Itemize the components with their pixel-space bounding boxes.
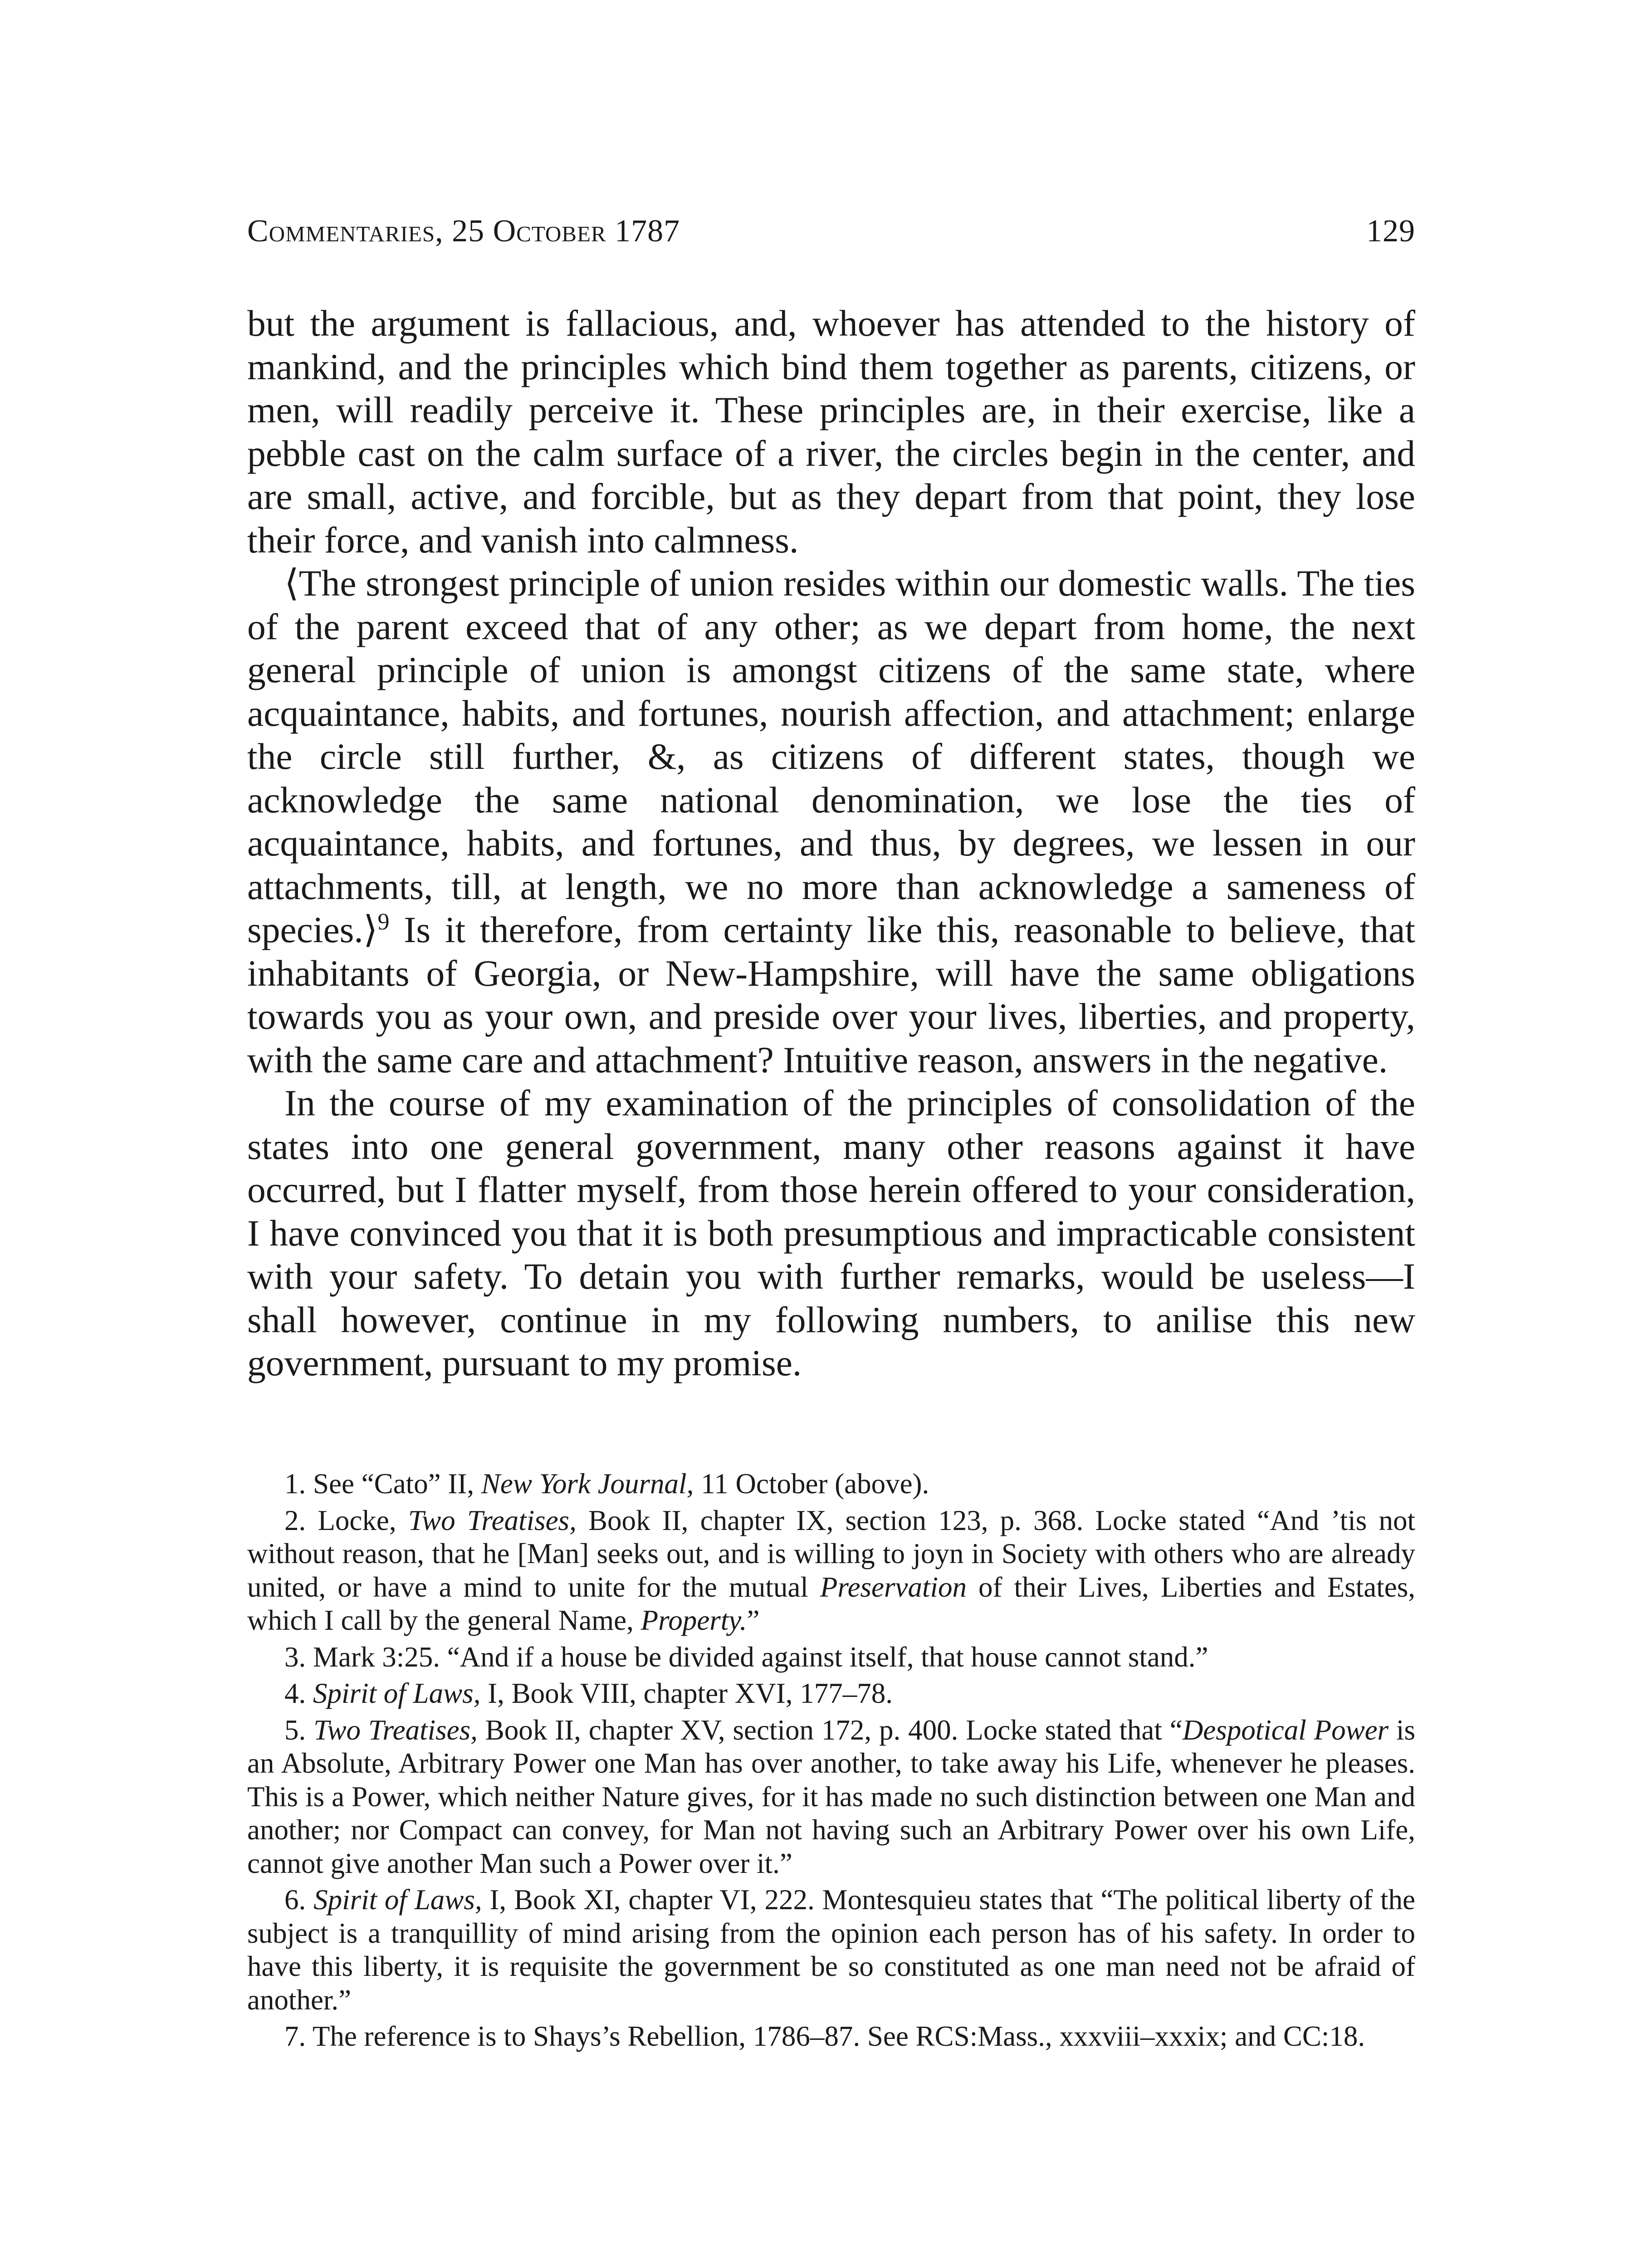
footnote-6 <box>247 1883 1415 2017</box>
footnote-italic: Spirit of Laws, <box>313 1884 482 1916</box>
footnotes <box>247 1467 1415 2057</box>
footnote-3 <box>247 1641 1415 1674</box>
footnote-5 <box>247 1714 1415 1881</box>
footnote-text: Book II, chapter XV, section 172, p. 400. Locke stated that “ <box>477 1714 1183 1746</box>
footnote-text: of their Lives, Liberties and Estates, which I call by the general Name, <box>247 1571 1415 1636</box>
footnote-reference-9: 9 <box>377 909 390 935</box>
footnote-text: 2. Locke, <box>284 1504 408 1536</box>
footnote-text: I, Book VIII, chapter XVI, 177–78. <box>480 1677 893 1709</box>
footnote-italic: Property. <box>640 1604 747 1636</box>
footnote-2 <box>247 1504 1415 1637</box>
paragraph-2-quoted: ⟨The strongest principle of union resides within our domestic walls. The ties of the parent exceed that of any other; as we depart from home, the next general principle of union is amongst citizens of the same state, where acquaintance, habits, and fortunes, nourish affection, and attachment; enlarge the circle still further, &, as citizens of different states, though we acknowledge the same national denomination, we lose the ties of acquaintance, habits, and fortunes, and thus, by degrees, we lessen in our attachments, till, at length, we no more than acknowledge a sameness of species.⟩ <box>247 562 1415 950</box>
paragraph-2-rest: Is it therefore, from certainty like this, reasonable to believe, that inhabitants of Georgia, or New-Hampshire, will have the same obligations towards you as your own, and preside over your lives, liberties, and property, with the same care and attachment? Intuitive reason, answers in the negative. <box>247 909 1415 1080</box>
footnote-italic: Despotical Power <box>1182 1714 1389 1746</box>
paragraph-1: but the argument is fallacious, and, whoever has attended to the history of mankind, and the principles which bind them together as parents, citizens, or men, will readily perceive it. These principles are, in their exercise, like a pebble cast on the calm surface of a river, the circles begin in the center, and are small, active, and forcible, but as they depart from that point, they lose their force, and vanish into calmness. <box>247 303 1415 561</box>
footnote-text: 1. See “Cato” II, <box>284 1468 481 1500</box>
footnote-7 <box>247 2020 1415 2053</box>
footnote-italic: Preservation <box>820 1571 967 1603</box>
footnote-text: ” <box>747 1604 760 1636</box>
footnote-4 <box>247 1677 1415 1711</box>
footnote-italic: New York Journal, <box>481 1468 694 1500</box>
footnote-text: I, Book XI, chapter VI, 222. Montesquieu states that “The political liberty of the subject is a tranquillity of mind arising from the opinion each person has of his safety. In order to have this liberty, it is requisite the government be so constituted as one man need not be afraid of another.” <box>247 1884 1415 2016</box>
footnote-text: 11 October (above). <box>694 1468 929 1500</box>
main-text <box>247 302 1415 1385</box>
footnote-text: Book II, chapter IX, section 123, p. 368. Locke stated “And ’tis not without reason, that he [Man] seeks out, and is willing to joyn in Society with others who are already united, or have a mind to unite for the mutual <box>247 1504 1415 1603</box>
footnote-text: 7. The reference is to Shays’s Rebellion, 1786–87. See RCS:Mass., xxxviii–xxxix; and CC:18. <box>284 2020 1365 2052</box>
page-number: 129 <box>1366 214 1415 249</box>
running-head <box>247 213 1415 268</box>
footnote-1 <box>247 1467 1415 1501</box>
footnote-italic: Two Treatises, <box>408 1504 577 1536</box>
footnote-text: 6. <box>284 1884 314 1916</box>
paragraph-2 <box>247 562 1415 1081</box>
footnote-italic: Spirit of Laws, <box>313 1677 481 1709</box>
footnote-text: is an Absolute, Arbitrary Power one Man has over another, to take away his Life, whenever he pleases. This is a Power, which neither Nature gives, for it has made no such distinction between one Man and another; nor Compact can convey, for Man not having such an Arbitrary Power over his own Life, cannot give another Man such a Power over it.” <box>247 1714 1415 1879</box>
footnote-italic: Two Treatises, <box>313 1714 478 1746</box>
footnote-text: 4. <box>284 1677 313 1709</box>
running-head-title: Commentaries, 25 October 1787 <box>247 214 680 249</box>
paragraph-3: In the course of my examination of the principles of consolidation of the states into one general government, many other reasons against it have occurred, but I flatter myself, from those herein offered to your consideration, I have convinced you that it is both presumptious and impracticable consistent with your safety. To detain you with further remarks, would be useless—I shall however, continue in my following numbers, to anilise this new government, pursuant to my promise. <box>247 1082 1415 1383</box>
footnote-text: 5. <box>284 1714 314 1746</box>
footnote-text: 3. Mark 3:25. “And if a house be divided against itself, that house cannot stand.” <box>284 1641 1208 1673</box>
